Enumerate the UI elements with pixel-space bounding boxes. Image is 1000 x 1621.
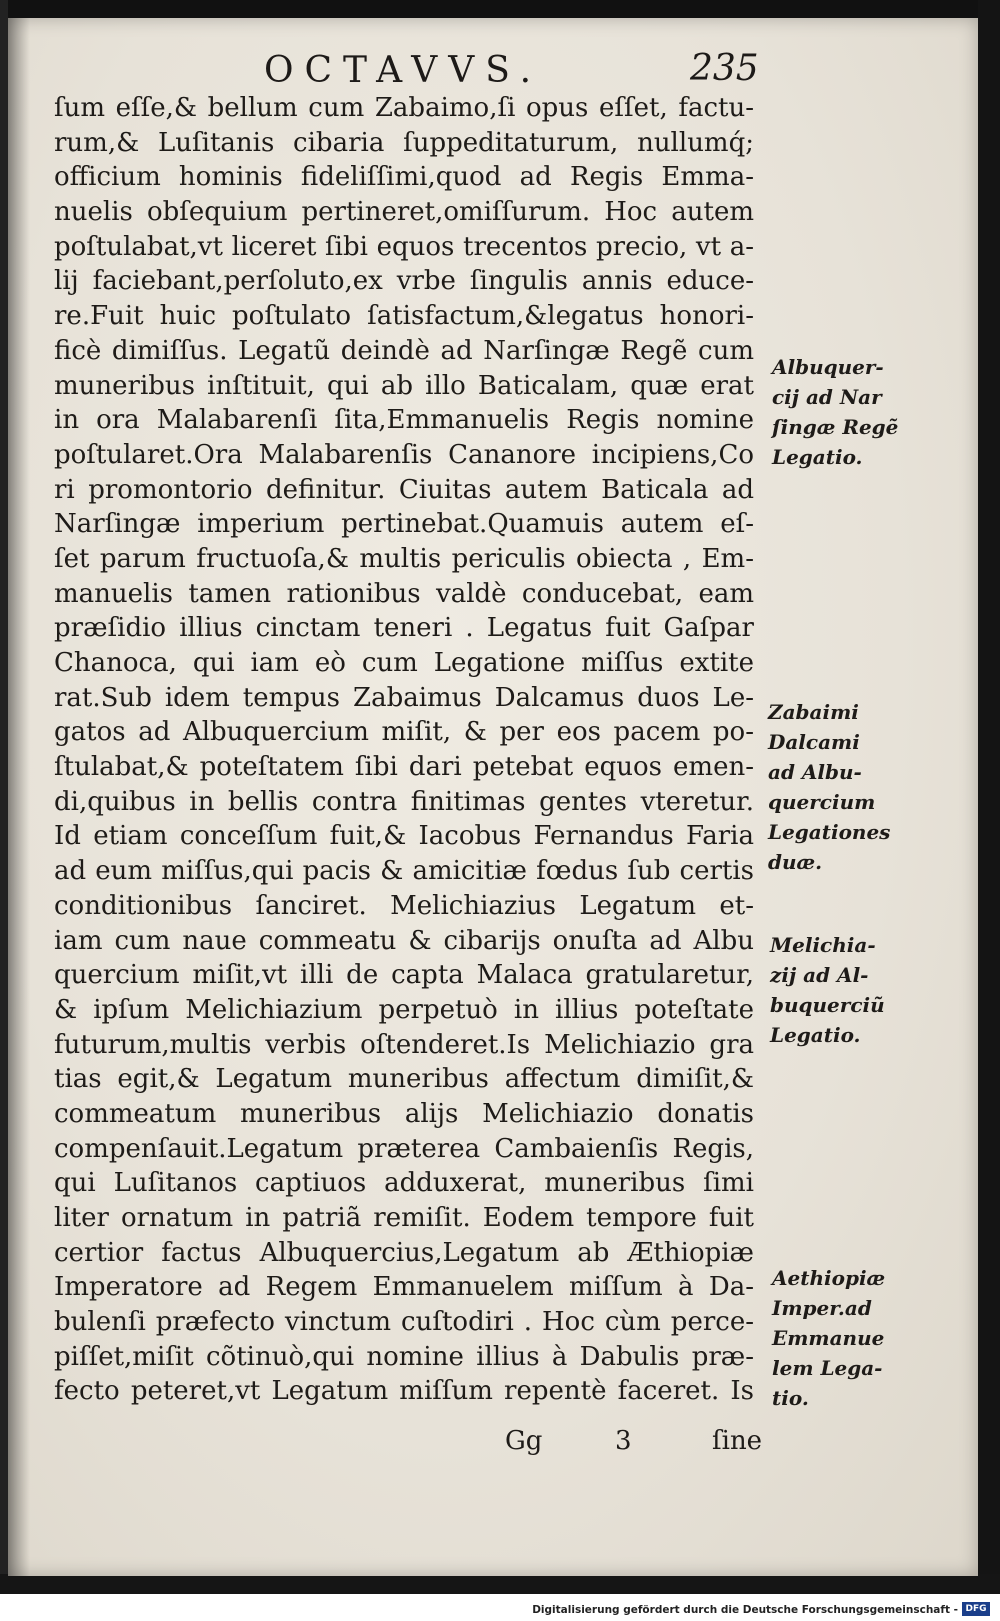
text-line: nuelis obſequium pertineret,omiſſurum. Hoc autem <box>54 197 754 228</box>
signature-gathering: Gg <box>505 1426 543 1456</box>
text-line: piſſet,miſit cõtinuò,qui nomine illius à Dabulis præ- <box>54 1341 754 1372</box>
text-line: tias egit,& Legatum muneribus affectum dimiſit,& <box>54 1064 754 1095</box>
marginal-note-albuquercij-legatio <box>772 352 914 472</box>
marginal-note-line: Aethiopiæ <box>772 1266 886 1290</box>
text-line: lij faciebant,perſoluto,ex vrbe ſingulis annis educe- <box>54 266 754 297</box>
funding-credit: Digitalisierung gefördert durch die Deutsche Forschungsgemeinschaft - <box>532 1604 958 1616</box>
text-line: ſet parum fructuoſa,& multis periculis obiecta , Em- <box>54 543 754 574</box>
text-line: rum,& Luſitanis cibaria ſuppeditaturum, nullumq́; <box>54 127 754 158</box>
marginal-note-line: Dalcami <box>768 730 860 754</box>
text-line: in ora Malabarenſi ſita,Emmanuelis Regis nomine <box>54 405 754 436</box>
scan-border-left <box>0 0 8 1600</box>
text-line: conditionibus ſanciret. Melichiazius Legatum et- <box>54 890 754 921</box>
marginal-note-line: Legatio. <box>770 1023 861 1047</box>
text-line: officium hominis fideliſſimi,quod ad Regis Emma- <box>54 162 754 193</box>
scan-border-bottom <box>0 1574 1000 1594</box>
text-line: futurum,multis verbis oſtenderet.Is Melichiazio gra <box>54 1029 754 1060</box>
dfg-logo: DFG <box>962 1602 990 1616</box>
text-line: commeatum muneribus alijs Melichiazio donatis <box>54 1098 754 1129</box>
text-line: re.Fuit huic poſtulato ſatisfactum,&legatus honori- <box>54 301 754 332</box>
text-line: certior factus Albuquercius,Legatum ab Æthiopiæ <box>54 1237 754 1268</box>
text-line: ri promontorio definitur. Ciuitas autem Baticala ad <box>54 474 754 505</box>
text-line: quercium miſit,vt illi de capta Malaca gratularetur, <box>54 960 754 991</box>
marginal-note-line: Legatio. <box>772 445 863 469</box>
marginal-note-line: zij ad Al- <box>770 963 869 987</box>
text-line: Imperatore ad Regem Emmanuelem miſſum à Da- <box>54 1272 754 1303</box>
text-line: Chanoca, qui iam eò cum Legatione miſſus extite <box>54 648 754 678</box>
running-head: OCTAVVS. <box>264 50 543 91</box>
marginal-note-line: Zabaimi <box>768 700 859 724</box>
text-line: bulenſi præfecto vinctum cuſtodiri . Hoc cùm perce- <box>54 1307 754 1338</box>
marginal-note-line: duæ. <box>768 850 823 874</box>
text-line: compenſauit.Legatum præterea Cambaienſis Regis, <box>54 1133 754 1164</box>
marginal-note-line: quercium <box>768 790 876 814</box>
text-line: ſum eſſe,& bellum cum Zabaimo,ſi opus eſſet, factu- <box>54 93 754 123</box>
text-line: iam cum naue commeatu & cibarijs onuſta ad Albu <box>54 925 754 956</box>
scan-border-right <box>978 0 1000 1596</box>
marginal-note-line: Imper.ad <box>772 1296 872 1320</box>
signature-leaf-number: 3 <box>614 1426 632 1456</box>
text-line: ſtulabat,& poteſtatem ſibi dari petebat equos emen- <box>54 752 754 783</box>
marginal-note-line: ad Albu- <box>768 760 862 784</box>
text-line: di,quibus in bellis contra finitimas gentes vteretur. <box>54 786 754 817</box>
marginal-note-line: Emmanue <box>772 1326 885 1350</box>
marginal-note-line: Albuquer- <box>772 355 884 379</box>
signature-mark <box>505 1426 632 1456</box>
text-line: qui Luſitanos captiuos adduxerat, muneribus ſimi <box>54 1168 754 1199</box>
text-line: poſtularet.Ora Malabarenſis Cananore incipiens,Co <box>54 439 754 470</box>
text-line: præſidio illius cinctam teneri . Legatus fuit Gaſpar <box>54 613 754 644</box>
marginal-note-line: buquerciũ <box>770 993 885 1017</box>
text-line: rat.Sub idem tempus Zabaimus Dalcamus duos Le- <box>54 682 754 713</box>
text-line: ad eum miſſus,qui pacis & amicitiæ fœdus ſub certis <box>54 856 754 887</box>
catchword: ſine <box>712 1426 763 1456</box>
page-gutter-shadow <box>8 18 30 1576</box>
text-line: liter ornatum in patriã remiſit. Eodem tempore fuit <box>54 1203 754 1233</box>
text-line: Narſingæ imperium pertinebat.Quamuis autem eſ- <box>54 509 754 540</box>
marginal-note-line: Melichia- <box>770 933 876 957</box>
text-line: gatos ad Albuquercium miſit, & per eos pacem po- <box>54 717 754 748</box>
marginal-note-line: tio. <box>772 1386 809 1410</box>
marginal-note-aethiopiae-legatio <box>772 1263 914 1413</box>
marginal-note-melichiazij-legatio <box>770 930 912 1050</box>
text-line: fecto peteret,vt Legatum miſſum repentè faceret. Is <box>54 1376 754 1407</box>
text-line: muneribus inſtituit, qui ab illo Baticalam, quæ erat <box>54 370 754 401</box>
marginal-note-line: cij ad Nar <box>772 385 882 409</box>
text-line: manuelis tamen rationibus valdè conducebat, eam <box>54 578 754 609</box>
text-line: ficè dimiſſus. Legatũ deindè ad Narſingæ Regẽ cum <box>54 335 754 366</box>
marginal-note-line: ſingæ Regẽ <box>772 415 899 439</box>
text-line: poſtulabat,vt liceret ſibi equos trecentos precio, vt a- <box>54 231 754 262</box>
marginal-note-zabaimi-legationes <box>768 697 910 877</box>
marginal-note-line: lem Lega- <box>772 1356 883 1380</box>
body-text <box>54 91 754 1409</box>
text-line: Id etiam conceſſum fuit,& Iacobus Fernandus Faria <box>54 821 754 852</box>
text-line: & ipſum Melichiazium perpetuò in illius poteſtate <box>54 994 754 1025</box>
page-number: 235 <box>690 48 759 89</box>
marginal-note-line: Legationes <box>768 820 891 844</box>
